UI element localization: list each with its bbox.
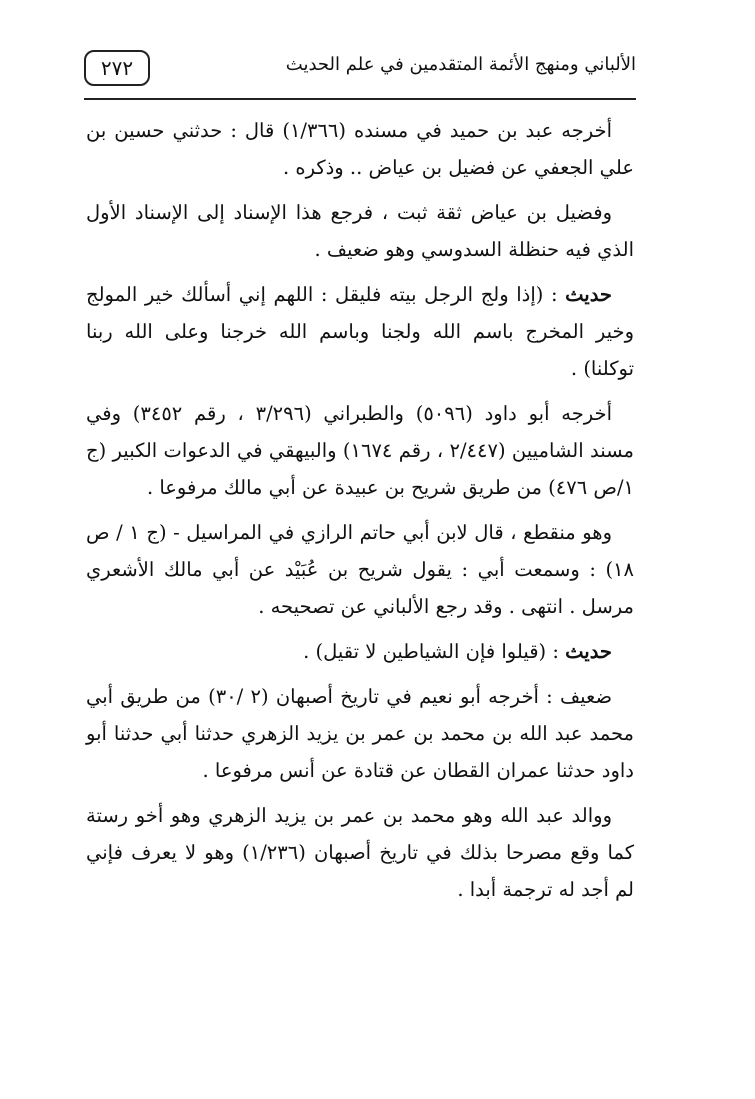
page-header (84, 48, 636, 92)
paragraph-text: وفضيل بن عياض ثقة ثبت ، فرجع هذا الإسناد إلى الإسناد الأول الذي فيه حنظلة السدوسي وهو ضعيف . (86, 201, 634, 261)
hadith-paragraph (86, 633, 634, 670)
paragraph-text: أخرجه عبد بن حميد في مسنده (١/٣٦٦) قال : حدثني حسين بن علي الجعفي عن فضيل بن عياض .. وذكره . (86, 119, 634, 179)
paragraph (86, 112, 634, 186)
paragraph (86, 797, 634, 908)
paragraph-text: أخرجه أبو داود (٥٠٩٦) والطبراني (٣/٢٩٦ ، رقم ٣٤٥٢) وفي مسند الشاميين (٢/٤٤٧ ، رقم ١٦٧٤) والبيهقي في الدعوات الكبير (ج ١/ص ٤٧٦) من طريق شريح بن عبيدة عن أبي مالك مرفوعا . (86, 402, 634, 499)
paragraph (86, 678, 634, 789)
hadith-label: حديث (565, 283, 612, 306)
paragraph-text: ووالد عبد الله وهو محمد بن عمر بن يزيد الزهري وهو أخو رستة كما وقع مصرحا بذلك في تاريخ أصبهان (١/٢٣٦) وهو لا يعرف فإني لم أجد له ترجمة أبدا . (86, 804, 634, 901)
paragraph-text: : (إذا ولج الرجل بيته فليقل : اللهم إني أسألك خير المولج وخير المخرج باسم الله ولجنا وباسم الله خرجنا وعلى الله ربنا توكلنا) . (86, 283, 635, 380)
paragraph-text: ضعيف : أخرجه أبو نعيم في تاريخ أصبهان (٢ /٣٠) من طريق أبي محمد عبد الله بن محمد بن عمر بن يزيد الزهري حدثنا أبي حدثنا أبو داود حدثنا عمران القطان عن قتادة عن أنس مرفوعا . (86, 685, 634, 782)
paragraph (86, 514, 634, 625)
header-divider (84, 98, 636, 100)
paragraph (86, 395, 634, 506)
hadith-label: حديث (565, 640, 612, 663)
page-body (86, 112, 634, 916)
hadith-paragraph (86, 276, 634, 387)
paragraph-text: : (قيلوا فإن الشياطين لا تقيل) . (303, 640, 566, 663)
page-number: ٢٧٢ (84, 50, 150, 86)
paragraph-text: وهو منقطع ، قال لابن أبي حاتم الرازي في المراسيل - (ج ١ / ص ١٨) : وسمعت أبي : يقول شريح بن عُبَيْد عن أبي مالك الأشعري مرسل . انتهى . وقد رجع الألباني عن تصحيحه . (86, 521, 634, 618)
running-title: الألباني ومنهج الأئمة المتقدمين في علم الحديث (285, 54, 636, 75)
paragraph (86, 194, 634, 268)
